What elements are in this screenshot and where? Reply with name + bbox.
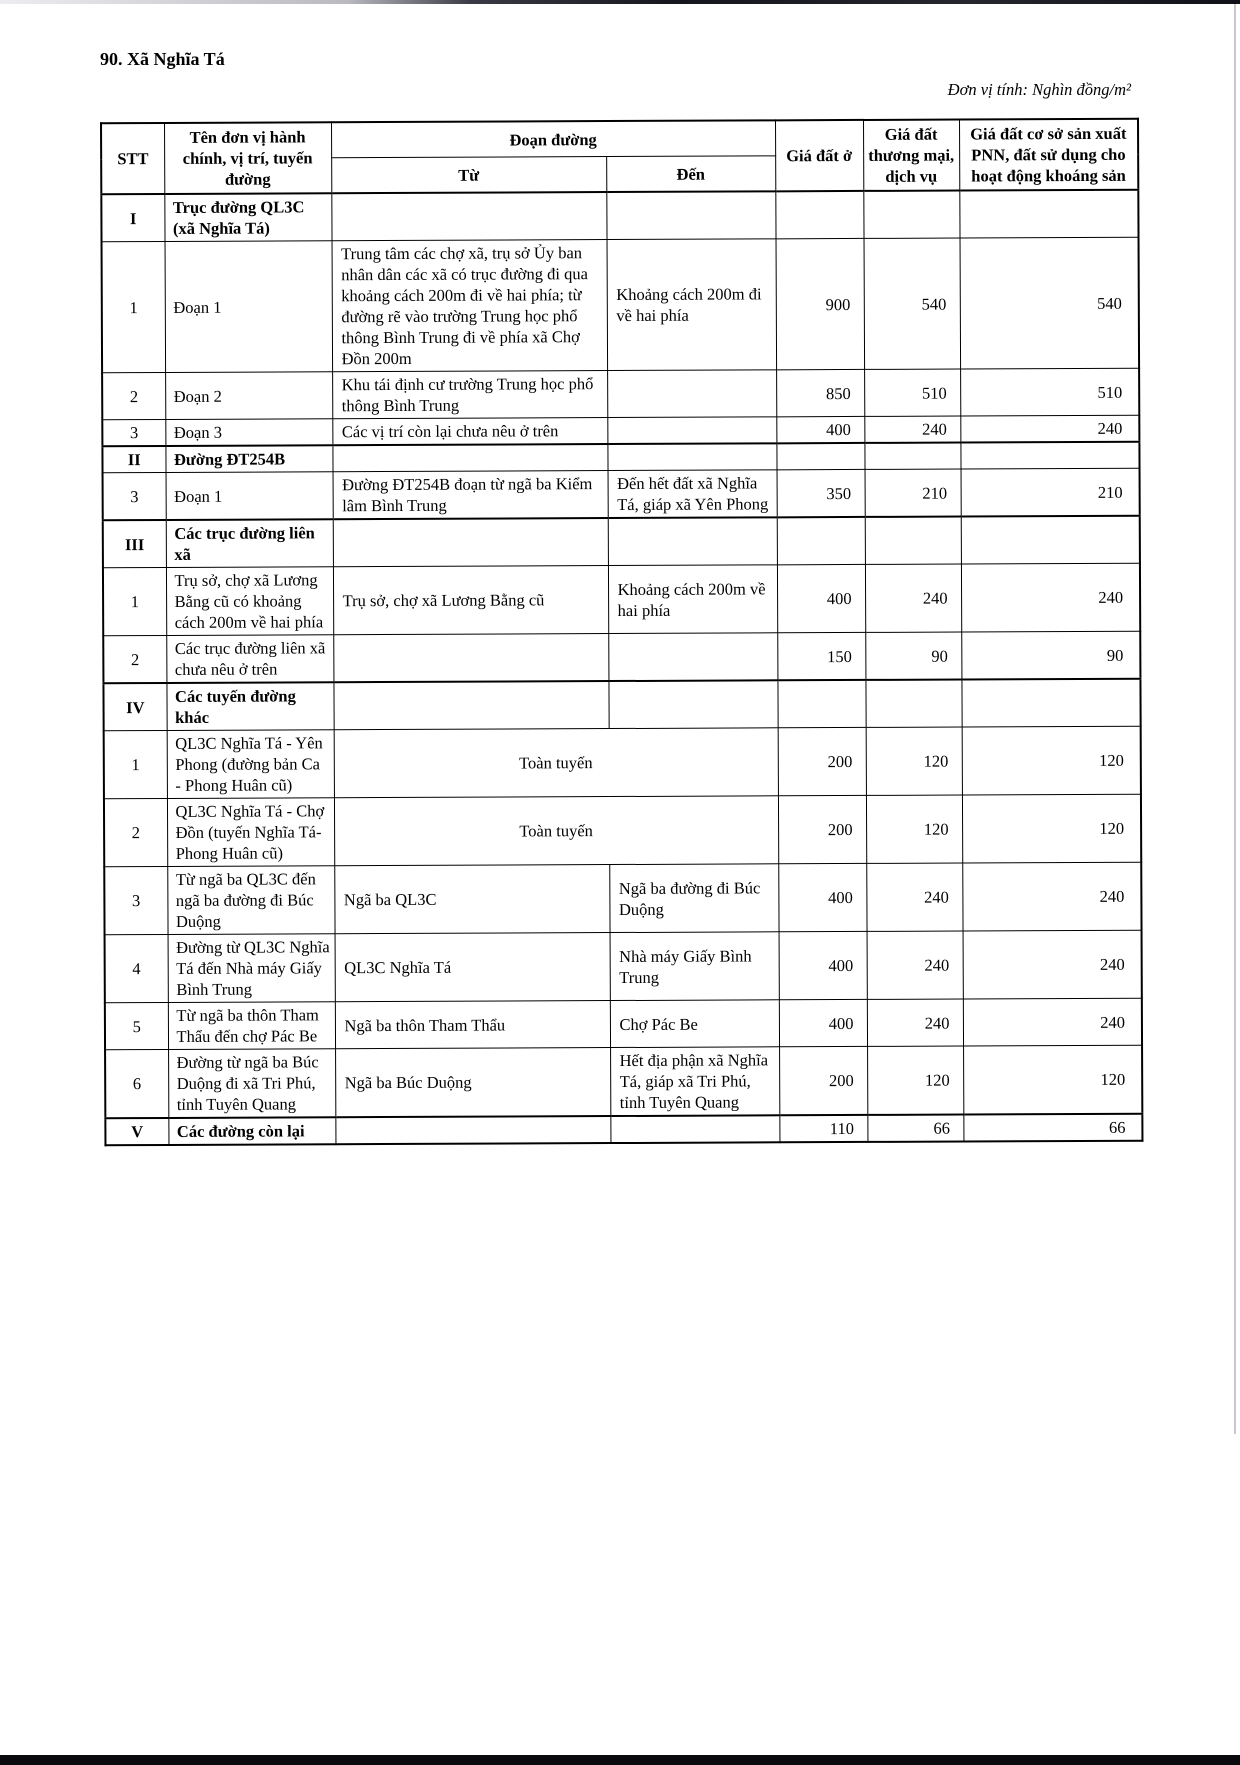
row-stt: 2 <box>102 372 165 419</box>
row-name: Trục đường QL3C (xã Nghĩa Tá) <box>164 193 331 241</box>
row-stt: 3 <box>104 866 167 934</box>
row-from <box>332 444 607 472</box>
table-row <box>105 1045 1142 1118</box>
section-row <box>105 1114 1142 1146</box>
scan-artifact-right <box>1234 4 1236 1434</box>
table-row <box>105 930 1142 1003</box>
header-price-pnn: Giá đất cơ sở sản xuất PNN, đất sử dụng cho hoạt động khoáng sản <box>959 119 1138 191</box>
row-stt: III <box>103 520 166 568</box>
row-price-commercial: 540 <box>864 238 961 369</box>
row-to: Khoảng cách 200m về hai phía <box>608 565 777 634</box>
row-to: Khoảng cách 200m đi về hai phía <box>607 239 777 371</box>
row-price-residential: 400 <box>778 863 866 931</box>
row-to <box>607 417 776 444</box>
row-to <box>606 191 775 239</box>
row-price-pnn <box>960 442 1139 469</box>
row-price-commercial: 210 <box>865 469 961 517</box>
header-stt: STT <box>101 123 164 194</box>
row-price-residential: 900 <box>776 238 865 369</box>
row-name: Các đường còn lại <box>168 1117 335 1145</box>
row-name: Từ ngã ba thôn Tham Thẩu đến chợ Pác Be <box>168 1002 335 1050</box>
row-from: Đường ĐT254B đoạn từ ngã ba Kiểm lâm Bình Trung <box>333 471 608 520</box>
row-stt: I <box>101 194 164 242</box>
table-row <box>103 631 1140 683</box>
row-from <box>331 192 606 241</box>
row-price-pnn: 240 <box>962 862 1141 931</box>
row-to: Chợ Pác Be <box>610 1000 779 1048</box>
row-to: Hết địa phận xã Nghĩa Tá, giáp xã Tri Phú, tỉnh Tuyên Quang <box>610 1047 779 1116</box>
row-price-pnn: 66 <box>963 1114 1142 1142</box>
row-price-pnn <box>961 679 1140 727</box>
row-price-pnn: 120 <box>962 794 1141 863</box>
row-price-pnn: 120 <box>962 726 1141 795</box>
row-stt: 6 <box>105 1049 168 1118</box>
row-stt: 3 <box>102 419 165 446</box>
row-price-commercial: 120 <box>866 727 962 795</box>
row-from <box>333 634 608 683</box>
document-content <box>100 48 1137 1144</box>
row-from <box>333 518 608 567</box>
row-price-residential: 400 <box>776 416 864 443</box>
row-to: Ngã ba đường đi Búc Duộng <box>609 864 778 933</box>
row-segment-merged: Toàn tuyến <box>334 796 778 866</box>
table-row <box>104 862 1141 935</box>
row-name: Đường từ ngã ba Búc Duộng đi xã Tri Phú, tỉnh Tuyên Quang <box>168 1049 335 1118</box>
row-name: Đoạn 1 <box>166 472 333 520</box>
row-price-commercial <box>863 191 959 239</box>
row-stt: 3 <box>103 472 166 520</box>
row-name: QL3C Nghĩa Tá - Yên Phong (đường bản Ca - Phong Huân cũ) <box>167 730 334 799</box>
row-segment-merged: Toàn tuyến <box>334 728 778 798</box>
row-name: Các trục đường liên xã chưa nêu ở trên <box>166 635 333 683</box>
row-from <box>335 1116 610 1144</box>
row-stt: IV <box>103 683 166 731</box>
row-price-pnn: 120 <box>963 1045 1142 1114</box>
row-from: QL3C Nghĩa Tá <box>335 933 610 1002</box>
row-price-commercial: 510 <box>864 369 960 416</box>
row-name: Trụ sở, chợ xã Lương Bằng cũ có khoảng cách 200m về hai phía <box>166 567 333 636</box>
table-row <box>102 237 1140 373</box>
scan-artifact-bottom <box>0 1755 1240 1765</box>
header-price-commercial: Giá đất thương mại, dịch vụ <box>863 120 959 191</box>
row-price-pnn: 240 <box>961 563 1140 632</box>
row-to: Nhà máy Giấy Bình Trung <box>610 932 779 1001</box>
row-price-residential <box>775 191 863 239</box>
row-price-commercial: 240 <box>867 931 963 999</box>
row-price-residential: 350 <box>777 469 865 517</box>
row-price-residential: 150 <box>777 632 865 680</box>
row-price-residential <box>777 517 865 565</box>
row-price-pnn: 240 <box>963 930 1142 999</box>
row-stt: V <box>105 1118 168 1145</box>
row-price-commercial: 120 <box>866 795 962 863</box>
header-from: Từ <box>331 157 606 194</box>
row-price-pnn: 210 <box>961 468 1140 516</box>
row-price-pnn: 510 <box>960 368 1139 416</box>
row-from: Ngã ba QL3C <box>334 865 609 934</box>
row-price-residential: 850 <box>776 369 864 416</box>
row-price-commercial: 66 <box>867 1115 963 1142</box>
row-price-residential: 200 <box>778 795 866 863</box>
row-stt: 1 <box>103 567 166 635</box>
row-stt: 5 <box>105 1002 168 1049</box>
row-price-residential <box>777 680 865 728</box>
row-price-commercial <box>864 443 960 470</box>
row-price-residential: 200 <box>778 727 866 795</box>
row-to <box>610 1115 779 1143</box>
row-stt: 2 <box>104 798 167 866</box>
row-price-commercial <box>865 680 961 728</box>
row-to <box>608 633 777 681</box>
row-from <box>333 681 608 730</box>
row-price-residential: 400 <box>779 999 867 1046</box>
row-price-commercial: 240 <box>864 416 960 443</box>
table-row <box>104 726 1141 799</box>
row-price-pnn: 90 <box>961 631 1140 679</box>
row-price-residential: 110 <box>779 1115 867 1142</box>
row-name: Đoạn 2 <box>165 372 332 420</box>
row-name: Từ ngã ba QL3C đến ngã ba đường đi Búc Duộng <box>167 866 334 935</box>
header-segment: Đoạn đường <box>331 120 775 157</box>
table-row <box>103 563 1140 636</box>
row-stt: 4 <box>105 934 168 1002</box>
section-row <box>103 516 1140 568</box>
row-price-residential: 200 <box>779 1046 867 1115</box>
row-price-residential <box>776 443 864 470</box>
row-from: Khu tái định cư trường Trung học phổ thông Bình Trung <box>332 371 607 419</box>
row-price-commercial: 90 <box>865 632 961 680</box>
header-name: Tên đơn vị hành chính, vị trí, tuyến đường <box>164 122 331 194</box>
row-from: Trung tâm các chợ xã, trụ sở Ủy ban nhân dân các xã có trục đường đi qua khoảng cách 200m đi về hai phía; từ đường rẽ vào trường Trung học phổ thông Bình Trung đi về phía xã Chợ Đồn 200m <box>332 240 608 372</box>
row-from: Ngã ba Búc Duộng <box>335 1048 610 1118</box>
row-price-commercial: 240 <box>866 863 962 931</box>
row-price-pnn: 240 <box>963 998 1142 1046</box>
row-price-residential: 400 <box>779 931 867 999</box>
row-to <box>607 370 776 418</box>
section-row <box>101 190 1138 242</box>
row-price-pnn <box>961 516 1140 564</box>
row-price-pnn: 540 <box>960 237 1140 369</box>
row-price-pnn <box>959 190 1138 238</box>
row-stt: 1 <box>104 730 167 798</box>
section-row <box>103 679 1140 731</box>
row-name: QL3C Nghĩa Tá - Chợ Đồn (tuyến Nghĩa Tá- Phong Huân cũ) <box>167 798 334 867</box>
row-from: Trụ sở, chợ xã Lương Bằng cũ <box>333 566 608 635</box>
row-price-commercial: 240 <box>865 564 961 632</box>
header-row-top <box>101 119 1138 159</box>
table-row <box>105 998 1142 1050</box>
row-name: Đường từ QL3C Nghĩa Tá đến Nhà máy Giấy Bình Trung <box>168 934 335 1003</box>
row-name: Đường ĐT254B <box>165 445 332 472</box>
row-price-commercial: 240 <box>867 999 963 1046</box>
row-price-commercial <box>865 517 961 565</box>
row-from: Các vị trí còn lại chưa nêu ở trên <box>332 418 607 446</box>
page-title: 90. Xã Nghĩa Tá <box>100 49 225 69</box>
row-name: Các trục đường liên xã <box>166 519 333 567</box>
row-to: Đến hết đất xã Nghĩa Tá, giáp xã Yên Phong <box>608 470 777 518</box>
land-price-table <box>100 118 1143 1147</box>
row-stt: II <box>102 446 165 473</box>
row-name: Các tuyến đường khác <box>166 682 333 730</box>
row-name: Đoạn 3 <box>165 419 332 446</box>
header-price-residential: Giá đất ở <box>775 120 863 191</box>
table-row <box>102 368 1139 420</box>
table-row <box>103 468 1140 520</box>
row-stt: 1 <box>102 241 166 372</box>
header-to: Đến <box>606 156 775 192</box>
row-to <box>607 443 776 470</box>
unit-note: Đơn vị tính: Nghìn đồng/m² <box>947 80 1131 99</box>
price-table-body <box>101 190 1142 1146</box>
row-to <box>608 517 777 565</box>
scan-artifact-top <box>0 0 1240 4</box>
table-row <box>104 794 1141 867</box>
row-from: Ngã ba thôn Tham Thẩu <box>335 1001 610 1049</box>
row-name: Đoạn 1 <box>165 241 333 373</box>
row-price-commercial: 120 <box>867 1046 963 1115</box>
row-price-pnn: 240 <box>960 415 1139 442</box>
row-stt: 2 <box>103 635 166 683</box>
row-price-residential: 400 <box>777 564 865 632</box>
row-to <box>608 680 777 728</box>
